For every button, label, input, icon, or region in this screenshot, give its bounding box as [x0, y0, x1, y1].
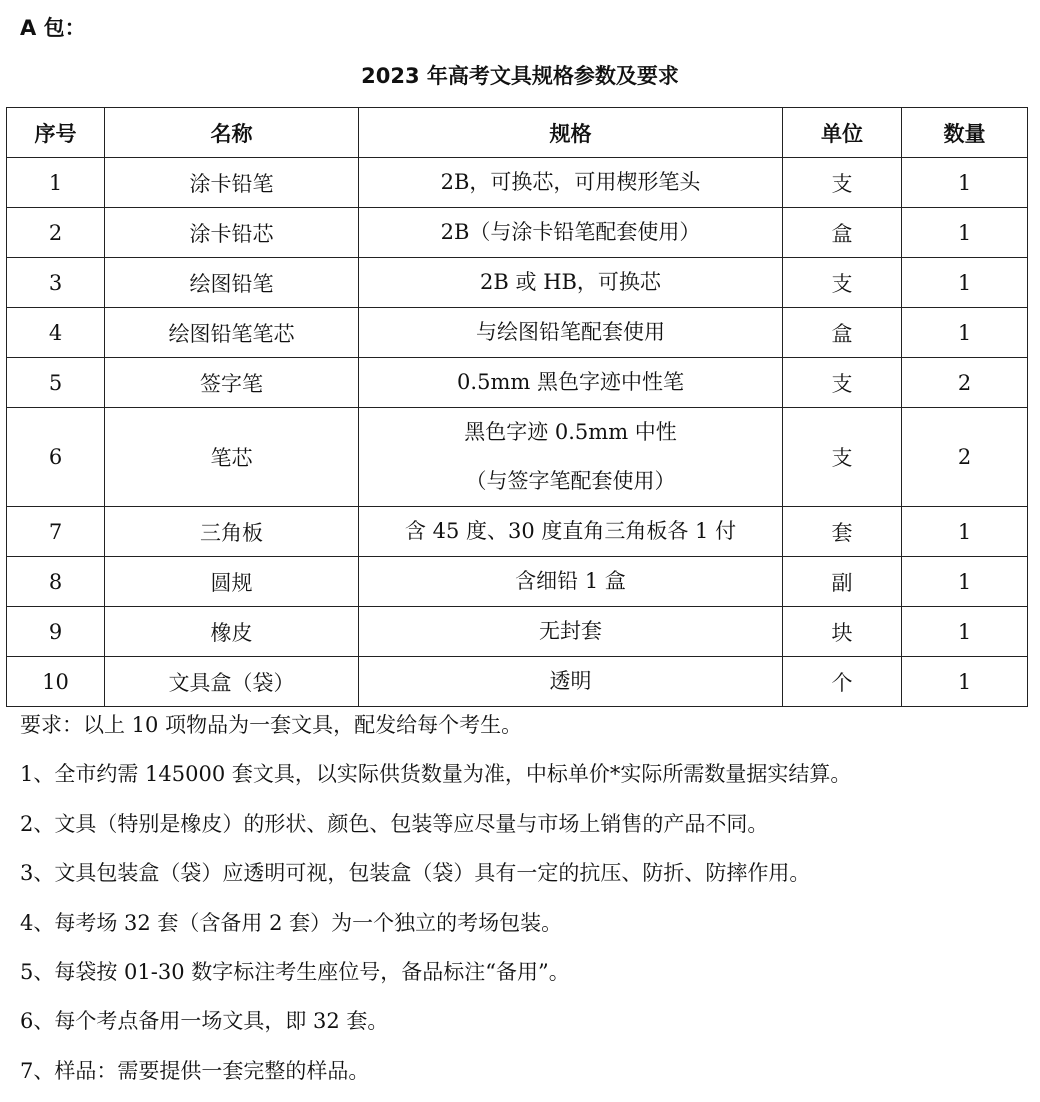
spec-line: 黑色字迹 0.5mm 中性	[464, 420, 677, 444]
cell-qty: 1	[902, 208, 1028, 258]
table-row	[7, 408, 1028, 507]
cell-spec	[359, 507, 783, 557]
table-row	[7, 358, 1028, 408]
spec-line: 含 45 度、30 度直角三角板各 1 付	[404, 519, 737, 543]
cell-qty: 1	[902, 657, 1028, 707]
requirement-item: 5、每袋按 01-30 数字标注考生座位号，备品标注“备用”。	[20, 959, 570, 984]
cell-qty: 2	[902, 358, 1028, 408]
requirements-intro: 要求：以上 10 项物品为一套文具，配发给每个考生。	[20, 713, 523, 737]
spec-line: 无封套	[539, 619, 602, 643]
spec-line: 2B 或 HB，可换芯	[480, 270, 661, 294]
cell-unit: 盒	[783, 208, 902, 258]
cell-unit: 块	[783, 607, 902, 657]
header-name: 名称	[105, 108, 359, 158]
cell-qty: 2	[902, 408, 1028, 507]
table-row	[7, 607, 1028, 657]
requirement-item: 7、样品：需要提供一套完整的样品。	[20, 1058, 370, 1083]
cell-unit: 套	[783, 507, 902, 557]
spec-line: 2B（与涂卡铅笔配套使用）	[440, 220, 701, 244]
cell-name: 笔芯	[105, 408, 359, 507]
cell-name: 签字笔	[105, 358, 359, 408]
cell-unit: 支	[783, 358, 902, 408]
cell-unit: 副	[783, 557, 902, 607]
cell-no: 5	[7, 358, 105, 408]
cell-spec	[359, 258, 783, 308]
cell-unit: 个	[783, 657, 902, 707]
cell-no: 9	[7, 607, 105, 657]
table-row	[7, 158, 1028, 208]
cell-no: 2	[7, 208, 105, 258]
cell-no: 3	[7, 258, 105, 308]
cell-unit: 支	[783, 258, 902, 308]
cell-name: 圆规	[105, 557, 359, 607]
requirement-item: 4、每考场 32 套（含备用 2 套）为一个独立的考场包装。	[20, 910, 563, 935]
cell-no: 1	[7, 158, 105, 208]
cell-qty: 1	[902, 507, 1028, 557]
header-spec: 规格	[359, 108, 783, 158]
table-row	[7, 308, 1028, 358]
header-qty: 数量	[902, 108, 1028, 158]
table-header-row	[7, 108, 1028, 158]
cell-no: 8	[7, 557, 105, 607]
cell-name: 橡皮	[105, 607, 359, 657]
cell-spec	[359, 408, 783, 507]
requirements-list	[20, 707, 851, 1102]
table-row	[7, 557, 1028, 607]
cell-qty: 1	[902, 607, 1028, 657]
spec-line: 透明	[549, 669, 592, 693]
package-label: A 包：	[20, 16, 86, 40]
cell-spec	[359, 208, 783, 258]
document-title: 2023 年高考文具规格参数及要求	[361, 64, 679, 88]
requirement-item: 2、文具（特别是橡皮）的形状、颜色、包装等应尽量与市场上销售的产品不同。	[20, 811, 769, 836]
cell-no: 7	[7, 507, 105, 557]
spec-line: 与绘图铅笔配套使用	[476, 320, 665, 344]
table-row	[7, 657, 1028, 707]
cell-qty: 1	[902, 258, 1028, 308]
cell-qty: 1	[902, 557, 1028, 607]
cell-name: 三角板	[105, 507, 359, 557]
requirement-item: 3、文具包装盒（袋）应透明可视，包装盒（袋）具有一定的抗压、防折、防摔作用。	[20, 861, 811, 886]
table-row	[7, 208, 1028, 258]
cell-name: 文具盒（袋）	[105, 657, 359, 707]
header-no: 序号	[7, 108, 105, 158]
cell-spec	[359, 158, 783, 208]
cell-no: 10	[7, 657, 105, 707]
cell-qty: 1	[902, 158, 1028, 208]
cell-unit: 支	[783, 408, 902, 507]
cell-spec	[359, 308, 783, 358]
table-row	[7, 507, 1028, 557]
cell-spec	[359, 607, 783, 657]
cell-spec	[359, 557, 783, 607]
spec-line: 含细铅 1 盒	[515, 569, 626, 593]
spec-table	[6, 107, 1028, 707]
cell-qty: 1	[902, 308, 1028, 358]
spec-line: 2B，可换芯，可用楔形笔头	[440, 170, 701, 194]
cell-name: 绘图铅笔	[105, 258, 359, 308]
spec-line: （与签字笔配套使用）	[465, 469, 676, 493]
table-row	[7, 258, 1028, 308]
cell-no: 6	[7, 408, 105, 507]
spec-line: 0.5mm 黑色字迹中性笔	[457, 370, 684, 394]
cell-unit: 盒	[783, 308, 902, 358]
cell-name: 涂卡铅芯	[105, 208, 359, 258]
cell-unit: 支	[783, 158, 902, 208]
cell-spec	[359, 657, 783, 707]
header-unit: 单位	[783, 108, 902, 158]
requirement-item: 1、全市约需 145000 套文具，以实际供货数量为准，中标单价*实际所需数量据实结算。	[20, 762, 852, 787]
cell-spec	[359, 358, 783, 408]
cell-name: 绘图铅笔笔芯	[105, 308, 359, 358]
cell-no: 4	[7, 308, 105, 358]
requirement-item: 6、每个考点备用一场文具，即 32 套。	[20, 1009, 389, 1034]
cell-name: 涂卡铅笔	[105, 158, 359, 208]
